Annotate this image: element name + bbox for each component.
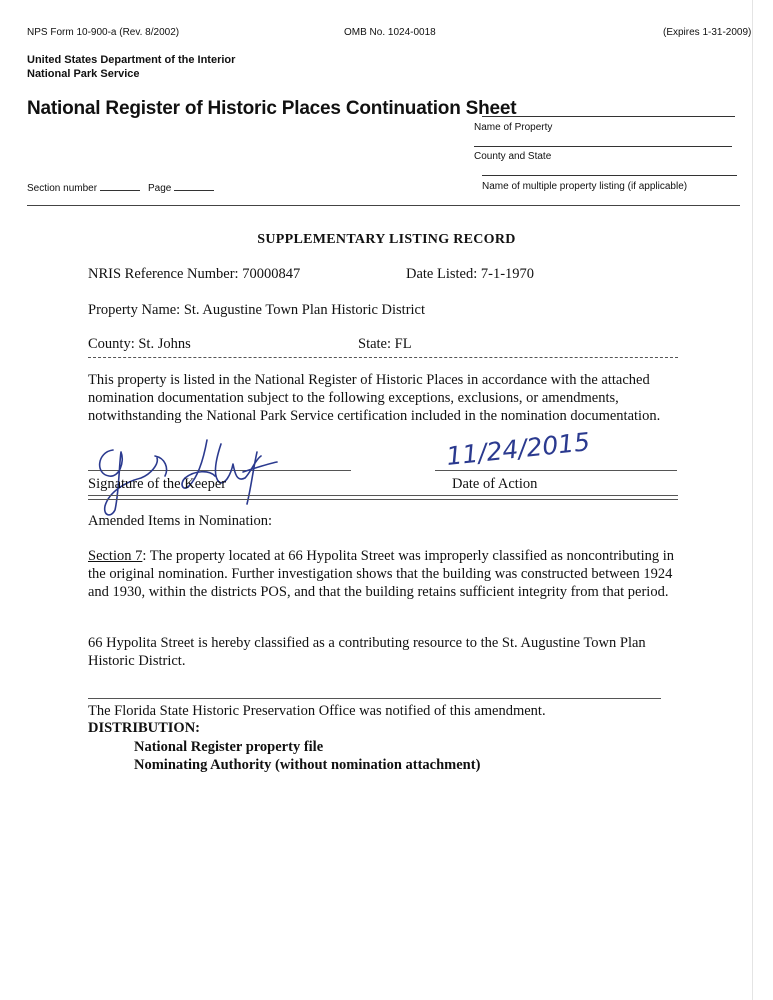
amended-items-label: Amended Items in Nomination: [88,513,273,529]
nris-reference: NRIS Reference Number: 70000847 [88,266,301,282]
section-number-label: Section number [27,183,98,194]
reclassification-statement: 66 Hypolita Street is hereby classified as a contributing resource to the St. Augustine Town Plan Historic District. [88,635,646,669]
section-number-field [27,180,140,194]
property-name: Property Name: St. Augustine Town Plan Historic District [88,302,426,318]
keeper-signature-image [85,412,285,522]
record-heading: SUPPLEMENTARY LISTING RECORD [257,232,516,247]
department-name: United States Department of the Interior [27,54,236,66]
page-title: National Register of Historic Places Continuation Sheet [27,98,517,119]
name-of-property-label: Name of Property [474,122,553,133]
distribution-label: DISTRIBUTION: [88,720,200,736]
section-7-label: Section 7 [88,548,143,564]
notification-divider [88,698,661,699]
multiple-listing-line [482,175,737,176]
notification-statement: The Florida State Historic Preservation Office was notified of this amendment. [88,703,546,719]
section-7-text: : The property located at 66 Hypolita Street was improperly classified as noncontributing in the original nomination. Further investigation shows that the building was constructed between 1924 and 1930, within the districts POS, and that the building retains sufficient integrity from that period. [88,548,675,600]
county-state-line [474,146,732,147]
multiple-listing-label: Name of multiple property listing (if applicable) [482,181,688,192]
date-of-action-label: Date of Action [452,476,538,492]
service-name: National Park Service [27,68,140,80]
listing-statement: This property is listed in the National Register of Historic Places in accordance with the attached nomination documentation subject to the following exceptions, exclusions, or amendments, notwithstanding the National Park Service certification included in the nomination documentation. [88,372,661,424]
state: State: FL [358,336,412,352]
county: County: St. Johns [88,336,191,352]
distribution-item: Nominating Authority (without nomination attachment) [134,757,481,773]
handwritten-date: 11/24/2015 [444,427,592,471]
omb-number: OMB No. 1024-0018 [344,27,436,38]
page-blank [174,180,214,191]
signature-label: Signature of the Keeper [88,476,227,492]
expiration-date: (Expires 1-31-2009) [663,27,752,38]
page-label: Page [148,183,172,194]
header-divider [27,205,740,206]
dashed-divider [88,357,678,358]
distribution-item: National Register property file [134,739,324,755]
county-state-label: County and State [474,151,552,162]
section-7-amendment [88,547,686,601]
page-field [148,180,214,194]
section-number-blank [100,180,140,191]
name-of-property-line [482,116,735,117]
date-of-action-line [435,470,677,471]
form-number: NPS Form 10-900-a (Rev. 8/2002) [27,27,180,38]
date-listed: Date Listed: 7-1-1970 [406,266,535,282]
double-divider [88,495,678,500]
scan-edge [752,0,753,1000]
